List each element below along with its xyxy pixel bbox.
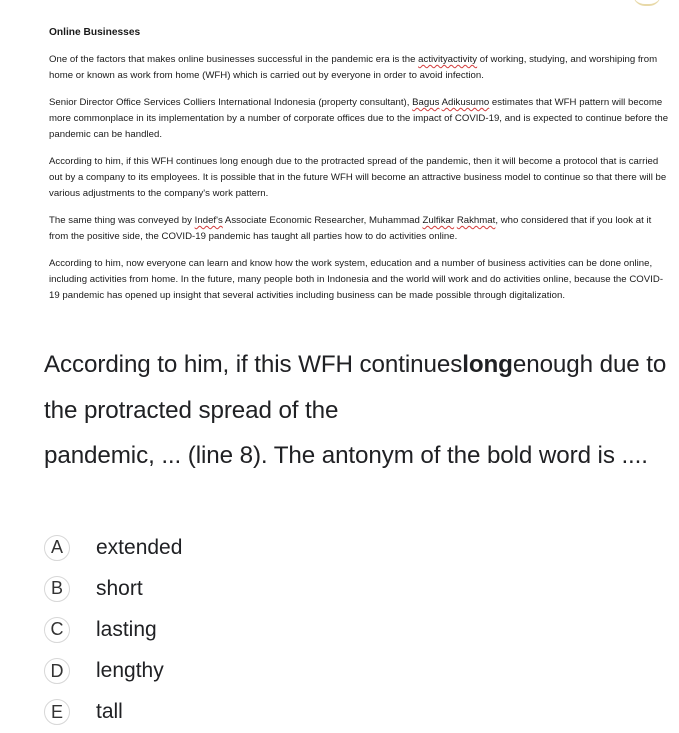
paragraph-text: estimates that WFH pattern will become more commonplace in its implementation by a number of corporate offices due to the impact of COVID-19, and is expected to continue before the pandemic can be handled. [49,97,669,140]
passage-paragraph-2 [49,95,671,143]
misspelled-word: Indef's [194,215,223,226]
misspelled-word: Adikusumo [441,97,490,108]
misspelled-word: Rakhmat [456,215,496,226]
option-a[interactable] [44,527,444,568]
reading-passage [49,26,671,315]
option-letter-badge: E [44,699,70,725]
paragraph-text: Senior Director Office Services Colliers International Indonesia (property consultant), [49,97,413,108]
misspelled-word: activityactivity [418,54,478,65]
option-e[interactable] [44,692,444,733]
paragraph-text: , who considered that if you look at it from the positive side, the COVID-19 pandemic has taught all parties how to do activities online. [49,215,652,242]
option-b[interactable] [44,568,444,609]
question-text [44,342,679,479]
option-label: short [96,576,143,600]
misspelled-word: Zulfikar [422,215,455,226]
passage-paragraph-1 [49,52,671,84]
question-text-part: According to him, if this WFH continues [44,351,463,378]
option-d[interactable] [44,651,444,692]
option-c[interactable] [44,609,444,650]
misspelled-word: Bagus [412,97,440,108]
question-bold-word: long [462,351,513,378]
answer-options [44,527,444,733]
option-label: extended [96,535,183,559]
option-letter-badge: B [44,576,70,602]
option-letter-badge: D [44,658,70,684]
paragraph-text: The same thing was conveyed by [49,215,195,226]
passage-paragraph-3: According to him, if this WFH continues long enough due to the protracted spread of the pandemic, then it will become a protocol that is carried out by a company to its employees. It is possible that in the future WFH will become an attractive business model to continue so that there will be various adjustments to the company's work pattern. [49,156,667,199]
paragraph-text: of working, studying, and worshiping from home or known as work from home (WFH) which is carried out by everyone in order to avoid infection. [49,54,658,81]
option-label: tall [96,700,123,724]
option-label: lengthy [96,659,164,683]
option-letter-badge: A [44,535,70,561]
option-letter-badge: C [44,617,70,643]
passage-title: Online Businesses [49,27,141,38]
paragraph-text: Associate Economic Researcher, Muhammad [222,215,423,226]
question-text-part: enough due to the protracted spread of the [44,351,667,424]
corner-decoration [633,0,661,6]
option-label: lasting [96,617,157,641]
question-line-2: pandemic, ... (line 8). The antonym of the bold word is .... [44,442,648,470]
paragraph-text: One of the factors that makes online businesses successful in the pandemic era is the [49,54,419,65]
question-line-1 [44,342,679,433]
passage-paragraph-5: According to him, now everyone can learn and know how the work system, education and a number of business activities can be done online, including activities from home. In the future, many people both in Indonesia and the world will work and do activities online, because the COVID-19 pandemic has opened up insight that several activities including business can be made possible through digitalization. [49,258,664,301]
passage-paragraph-4 [49,213,671,245]
